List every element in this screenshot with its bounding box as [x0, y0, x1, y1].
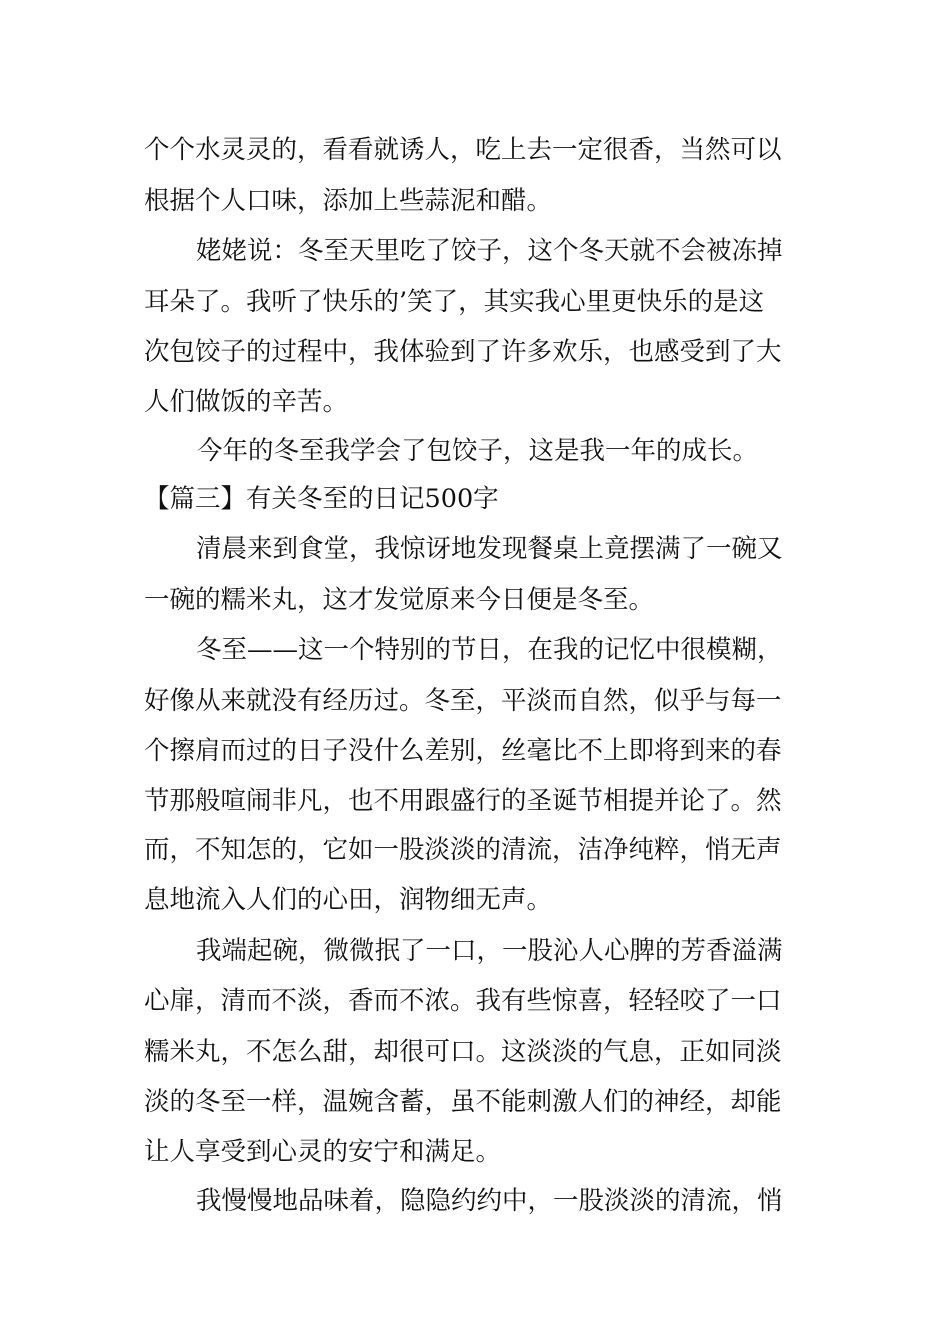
paragraph-start-line: 姥姥说：冬至天里吃了饺子，这个冬天就不会被冻掉: [196, 236, 783, 266]
text-line: 糯米丸，不怎么甜，却很可口。这淡淡的气息，正如同淡: [144, 1037, 782, 1067]
text-line: 息地流入人们的心田，润物细无声。: [144, 885, 553, 915]
paragraph-start-line: 冬至——这一个特别的节日，在我的记忆中很模糊，: [196, 635, 783, 665]
text-line: 好像从来就没有经历过。冬至，平淡而自然，似乎与每一: [144, 686, 782, 716]
paragraph-start-line: 清晨来到食堂，我惊讶地发现餐桌上竟摆满了一碗又: [196, 534, 783, 564]
text-line: 根据个人口味，添加上些蒜泥和醋。: [144, 186, 553, 216]
section-heading: 【篇三】有关冬至的日记500字: [144, 484, 499, 514]
text-line: 淡的冬至一样，温婉含蓄，虽不能刺激人们的神经，却能: [144, 1087, 782, 1117]
text-line: 耳朵了。我听了快乐的’笑了，其实我心里更快乐的是这: [144, 287, 765, 317]
text-line: 一碗的糯米丸，这才发觉原来今日便是冬至。: [144, 585, 655, 615]
text-line: 人们做饭的辛苦。: [144, 387, 349, 417]
paragraph-start-line: 我端起碗，微微抿了一口，一股沁人心脾的芳香溢满: [196, 936, 783, 966]
text-line: 心扉，清而不淡，香而不浓。我有些惊喜，轻轻咬了一口: [144, 986, 782, 1016]
paragraph-start-line: 今年的冬至我学会了包饺子，这是我一年的成长。: [197, 436, 759, 466]
text-line: 次包饺子的过程中，我体验到了许多欢乐，也感受到了大: [144, 337, 782, 367]
text-line: 让人享受到心灵的安宁和满足。: [144, 1137, 502, 1167]
text-line: 节那般喧闹非凡，也不用跟盛行的圣诞节相提并论了。然: [144, 786, 782, 816]
paragraph-start-line: 我慢慢地品味着，隐隐约约中，一股淡淡的清流，悄: [196, 1186, 783, 1216]
text-line: 而，不知怎的，它如一股淡淡的清流，洁净纯粹，悄无声: [144, 835, 782, 865]
text-line: 个擦肩而过的日子没什么差别，丝毫比不上即将到来的春: [144, 736, 782, 766]
text-line: 个个水灵灵的，看看就诱人，吃上去一定很香，当然可以: [144, 135, 782, 165]
